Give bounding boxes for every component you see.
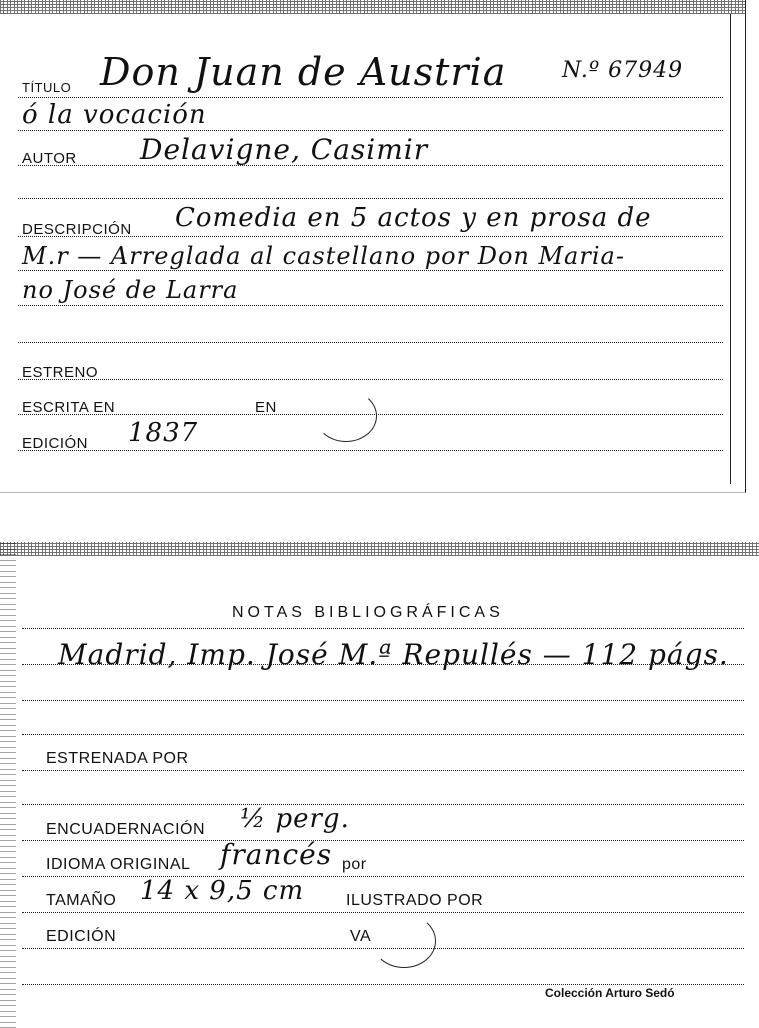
rule: [22, 876, 744, 877]
rule: [22, 628, 744, 629]
label-por: por: [342, 856, 367, 873]
value-numero: N.º 67949: [562, 58, 684, 83]
label-encuadernacion: ENCUADERNACIÓN: [46, 821, 206, 838]
label-edicion-2: EDICIÓN: [46, 928, 117, 945]
value-edicion: 1837: [128, 418, 199, 448]
label-tamano: TAMAÑO: [46, 892, 117, 909]
label-en: EN: [255, 399, 277, 416]
rule: [18, 97, 723, 98]
rule: [22, 700, 744, 701]
rule: [22, 804, 744, 805]
value-titulo-line2: ó la vocación: [22, 100, 207, 130]
stamp-mark: [315, 390, 377, 442]
card-edge-right: [730, 14, 731, 484]
rule: [22, 984, 744, 985]
notas-heading: NOTAS BIBLIOGRÁFICAS: [232, 604, 504, 621]
rule: [18, 342, 723, 343]
value-autor: Delavigne, Casimir: [140, 133, 429, 166]
label-estrenada-por: ESTRENADA POR: [46, 750, 189, 767]
label-autor: AUTOR: [22, 150, 77, 167]
catalog-card-2: [0, 542, 759, 1028]
label-escrita-en: ESCRITA EN: [22, 399, 116, 416]
label-va: VA: [350, 928, 372, 945]
rule: [22, 734, 744, 735]
label-ilustrado-por: ILUSTRADO POR: [346, 892, 484, 909]
rule: [18, 379, 723, 380]
rule: [18, 198, 723, 199]
value-titulo-line1: Don Juan de Austria: [100, 50, 507, 94]
rule: [18, 450, 723, 451]
stamp-mark: [372, 914, 436, 968]
value-descripcion-line2: M.r — Arreglada al castellano por Don Maria-: [22, 242, 625, 270]
value-encuadernacion: ½ perg.: [240, 804, 350, 834]
label-titulo: TÍTULO: [22, 80, 72, 95]
value-tamano: 14 x 9,5 cm: [140, 876, 305, 906]
rule: [22, 770, 744, 771]
label-edicion: EDICIÓN: [22, 435, 89, 452]
scan-noise-left: [0, 542, 16, 1028]
label-estreno: ESTRENO: [22, 364, 99, 381]
rule: [22, 912, 744, 913]
rule: [22, 840, 744, 841]
scan-noise-top: [0, 542, 759, 556]
rule: [18, 305, 723, 306]
catalog-card-1: [0, 0, 746, 493]
value-descripcion-line1: Comedia en 5 actos y en prosa de: [175, 203, 652, 233]
label-descripcion: DESCRIPCIÓN: [22, 221, 132, 238]
rule: [18, 270, 723, 271]
value-idioma-original: francés: [220, 838, 333, 871]
value-notas: Madrid, Imp. José M.ª Repullés — 112 págs.: [58, 638, 729, 671]
collection-credit: Colección Arturo Sedó: [545, 986, 675, 1000]
value-descripcion-line3: no José de Larra: [22, 276, 239, 304]
label-idioma-original: IDIOMA ORIGINAL: [46, 856, 191, 873]
scan-noise-top: [0, 0, 745, 14]
rule: [18, 130, 723, 131]
